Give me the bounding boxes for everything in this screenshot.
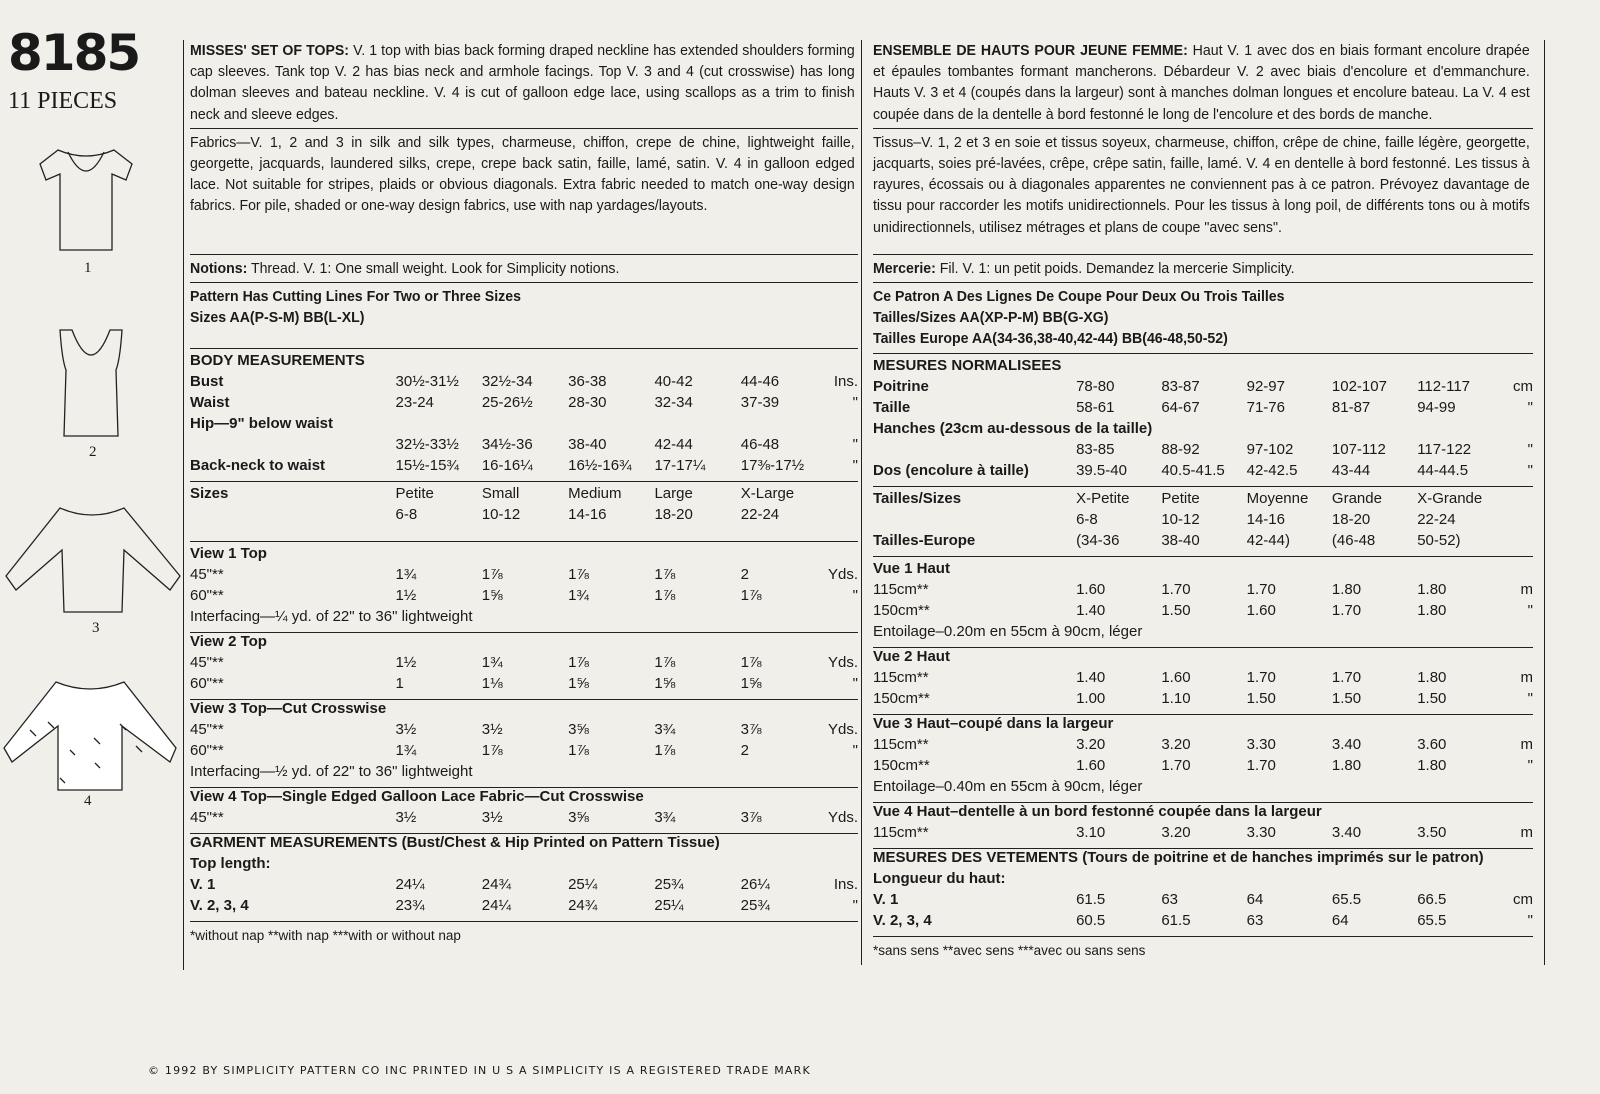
right-rule bbox=[1544, 40, 1545, 965]
pattern-number: 8185 bbox=[8, 24, 140, 82]
table-row: 150cm** 1.40 1.50 1.60 1.70 1.80 " bbox=[873, 601, 1533, 619]
table-row: Taille 58-61 64-67 71-76 81-87 94-99 " bbox=[873, 398, 1533, 416]
table-row: 83-85 88-92 97-102 107-112 117-122 " bbox=[1076, 440, 1533, 458]
sizes-table-fr: Tailles/Sizes X-Petite Petite Moyenne Grande X-Grande 6-8 10-12 14-16 18-20 22-24 Tailles-Europe (34-36 38-40 42-44) (46-48 50-52) bbox=[873, 489, 1483, 549]
table-row: 115cm** 1.60 1.70 1.70 1.80 1.80 m bbox=[873, 580, 1533, 598]
notions-fr: Mercerie: Fil. V. 1: un petit poids. Demandez la mercerie Simplicity. bbox=[873, 259, 1295, 277]
table-row: V. 1 61.5 63 64 65.5 66.5 cm bbox=[873, 890, 1533, 908]
size-groups-fr: Tailles/Sizes AA(XP-P-M) BB(G-XG) bbox=[873, 309, 1109, 327]
yardage-table-fr: Vue 1 Haut 115cm** 1.60 1.70 1.70 1.80 1.80 m 150cm** 1.40 1.50 1.60 1.70 1.80 " Entoilage–0.20m en 55cm à 90cm, léger Vue 2 Haut 115cm** 1.40 1.60 1.70 1.70 1.80 m 150cm** 1.00 1.10 1.50 1.50 1.50 " Vue 3 Haut–coupé dans la largeur 115cm** 3.20 3.20 3.30 3.40 3.60 m 150cm** 1.60 1.70 1.70 1.80 1.80 " Entoilage–0.40m en 55cm à 90cm, léger Vue 4 Haut–dentelle à un bord festonné coupée dans la largeur 115cm** 3.10 3.20 3.30 3.40 3.50 m MESURES DES VETEMENTS (Tours de poitrine et de hanches imprimés sur le patron) Longueur du haut: V. 1 61.5 63 64 65.5 66.5 cm V. 2, 3, 4 60.5 61.5 63 64 65.5 " bbox=[873, 560, 1533, 933]
size-groups-en: Sizes AA(P-S-M) BB(L-XL) bbox=[190, 309, 365, 327]
table-row: 45"** 3½ 3½ 3⅝ 3¾ 3⅞ Yds. bbox=[190, 809, 858, 827]
piece-count: 11 PIECES bbox=[8, 88, 118, 114]
view-label: 2 bbox=[89, 444, 97, 460]
body-measurements-table-en: BODY MEASUREMENTS Bust 30½-31½ 32½-34 36-38 40-42 44-46 Ins. Waist 23-24 25-26½ 28-30 32-34 37-39 " Hip—9" below waist 32½-33½ 34½-36 38-40 42-44 46-48 " Back-neck to waist 15½-15¾ 16-16¼ 16½-16¾ 17-17¼ 17⅜-17½ " bbox=[190, 352, 858, 478]
body-measurements-title: MESURES NORMALISEES bbox=[873, 356, 1062, 374]
notions-en: Notions: Thread. V. 1: One small weight. Look for Simplicity notions. bbox=[190, 259, 620, 277]
copyright-line: © 1992 BY SIMPLICITY PATTERN CO INC PRINTED IN U S A SIMPLICITY IS A REGISTERED TRADE MARK bbox=[148, 1064, 811, 1077]
table-row: 150cm** 1.60 1.70 1.70 1.80 1.80 " bbox=[873, 756, 1533, 774]
table-row: 60"** 1½ 1⅝ 1¾ 1⅞ 1⅞ " bbox=[190, 587, 858, 605]
view-4-sketch bbox=[4, 682, 176, 790]
yardage-table-en: View 1 Top 45"** 1¾ 1⅞ 1⅞ 1⅞ 2 Yds. 60"** 1½ 1⅝ 1¾ 1⅞ 1⅞ " Interfacing—¼ yd. of 22" to 36" lightweight View 2 Top 45"** 1½ 1¾ 1⅞ 1⅞ 1⅞ Yds. 60"** 1 1⅛ 1⅝ 1⅝ 1⅝ " View 3 Top—Cut Crosswise 45"** 3½ 3½ 3⅝ 3¾ 3⅞ Yds. 60"** 1¾ 1⅞ 1⅞ 1⅞ 2 " Interfacing—½ yd. of 22" to 36" lightweight View 4 Top—Single Edged Galloon Lace Fabric—Cut Crosswise 45"** 3½ 3½ 3⅝ 3¾ 3⅞ Yds. GARMENT MEASUREMENTS (Bust/Chest & Hip Printed on Pattern Tissue) Top length: V. 1 24¼ 24¾ 25¼ 25¾ 26¼ Ins. V. 2, 3, 4 23¾ 24¼ 24¾ 25¼ 25¾ " bbox=[190, 545, 858, 918]
description-en: MISSES' SET OF TOPS: V. 1 top with bias back forming draped neckline has extended shoulders forming cap sleeves. Tank top V. 2 has bias neck and armhole facings. Top V. 3 and 4 (cut crosswise) has long dolman sleeves and bateau neckline. V. 4 is cut of galloon edge lace, using scallops as a trim to finish neck and sleeve edges. bbox=[190, 42, 855, 123]
table-row: Poitrine 78-80 83-87 92-97 102-107 112-117 cm bbox=[873, 377, 1533, 395]
body-measurements-table-fr: MESURES NORMALISEES Poitrine 78-80 83-87 92-97 102-107 112-117 cm Taille 58-61 64-67 71-76 81-87 94-99 " Hanches (23cm au-dessous de la taille) 83-85 88-92 97-102 107-112 117-122 " Dos (encolure à taille) 39.5-40 40.5-41.5 42-42.5 43-44 44-44.5 " bbox=[873, 357, 1533, 483]
footnote-en: *without nap **with nap ***with or without nap bbox=[190, 928, 461, 944]
table-row: 150cm** 1.00 1.10 1.50 1.50 1.50 " bbox=[873, 689, 1533, 707]
view-label: 1 bbox=[84, 260, 92, 276]
table-row: 45"** 3½ 3½ 3⅝ 3¾ 3⅞ Yds. bbox=[190, 721, 858, 739]
body-measurements-title: BODY MEASUREMENTS bbox=[190, 352, 365, 370]
table-row: 115cm** 1.40 1.60 1.70 1.70 1.80 m bbox=[873, 668, 1533, 686]
table-row: Bust 30½-31½ 32½-34 36-38 40-42 44-46 Ins. bbox=[190, 373, 858, 391]
cutting-lines-fr: Ce Patron A Des Lignes De Coupe Pour Deux Ou Trois Tailles bbox=[873, 288, 1285, 306]
center-rule bbox=[861, 40, 862, 965]
table-row: Back-neck to waist 15½-15¾ 16-16¼ 16½-16¾ 17-17¼ 17⅜-17½ " bbox=[190, 457, 858, 475]
table-row: 60"** 1 1⅛ 1⅝ 1⅝ 1⅝ " bbox=[190, 675, 858, 693]
table-row: 115cm** 3.20 3.20 3.30 3.40 3.60 m bbox=[873, 735, 1533, 753]
table-row: V. 1 24¼ 24¾ 25¼ 25¾ 26¼ Ins. bbox=[190, 876, 858, 894]
table-row: 115cm** 3.10 3.20 3.30 3.40 3.50 m bbox=[873, 823, 1533, 841]
table-row: 45"** 1½ 1¾ 1⅞ 1⅞ 1⅞ Yds. bbox=[190, 654, 858, 672]
table-row: V. 2, 3, 4 23¾ 24¼ 24¾ 25¼ 25¾ " bbox=[190, 897, 858, 915]
table-row: Waist 23-24 25-26½ 28-30 32-34 37-39 " bbox=[190, 394, 858, 412]
view-2-sketch bbox=[60, 330, 122, 436]
cutting-lines-en: Pattern Has Cutting Lines For Two or Three Sizes bbox=[190, 288, 521, 306]
view-label: 4 bbox=[84, 793, 92, 809]
view-label: 3 bbox=[92, 620, 100, 636]
english-column bbox=[190, 40, 858, 943]
view-1-sketch bbox=[40, 150, 132, 250]
fabrics-en: Fabrics—V. 1, 2 and 3 in silk and silk types, charmeuse, chiffon, crepe de chine, lightweight faille, georgette, jacquards, laundered silks, crepe, crepe back satin, faille, lamé, satin. V. 4 in galloon edged lace. Not suitable for stripes, plaids or obvious diagonals. Extra fabric needed to match one-way design fabrics. For pile, shaded or one-way design fabrics, use with nap yardages/layouts. bbox=[190, 133, 855, 215]
french-column bbox=[873, 40, 1533, 958]
left-rule bbox=[183, 40, 184, 970]
table-row: 60"** 1¾ 1⅞ 1⅞ 1⅞ 2 " bbox=[190, 742, 858, 760]
footnote-fr: *sans sens **avec sens ***avec ou sans sens bbox=[873, 942, 1146, 958]
fabrics-fr: Tissus–V. 1, 2 et 3 en soie et tissus soyeux, charmeuse, chiffon, crêpe de chine, faille légère, georgette, jacquarts, soies pré-lavées, crêpe, crêpe satin, faille, lamé. V. 4 en dentelle à bord festonné. Les tissus à rayures, écossais ou à diagonales apparentes ne conviennent pas à ce patron. Prévoyez davantage de tissu pour raccorder les motifs unidirectionnels. Pour les tissus à long poil, de différents tons ou à motifs unidirectionnels, utilisez métrages et plans de coupe "avec sens". bbox=[873, 133, 1530, 236]
euro-sizes-fr: Tailles Europe AA(34-36,38-40,42-44) BB(46-48,50-52) bbox=[873, 330, 1228, 348]
table-row: 32½-33½ 34½-36 38-40 42-44 46-48 " bbox=[395, 436, 858, 454]
view-sketches bbox=[0, 130, 185, 830]
description-fr: ENSEMBLE DE HAUTS POUR JEUNE FEMME: Haut V. 1 avec dos en biais formant encolure drapée et épaules tombantes formant mancherons. Débardeur V. 2 avec biais d'encolure et d'emmanchure. Hauts V. 3 et 4 (coupés dans la largeur) sont à manches dolman longues et encolure bateau. La V. 4 est coupée dans de la dentelle à bord festonné le long de l'encolure et des bords de manche. bbox=[873, 42, 1530, 123]
table-row: Dos (encolure à taille) 39.5-40 40.5-41.5 42-42.5 43-44 44-44.5 " bbox=[873, 461, 1533, 479]
view-3-sketch bbox=[6, 508, 180, 612]
table-row: V. 2, 3, 4 60.5 61.5 63 64 65.5 " bbox=[873, 911, 1533, 929]
sizes-table-en: Sizes Petite Small Medium Large X-Large 6-8 10-12 14-16 18-20 22-24 bbox=[190, 485, 795, 524]
table-row: 45"** 1¾ 1⅞ 1⅞ 1⅞ 2 Yds. bbox=[190, 566, 858, 584]
